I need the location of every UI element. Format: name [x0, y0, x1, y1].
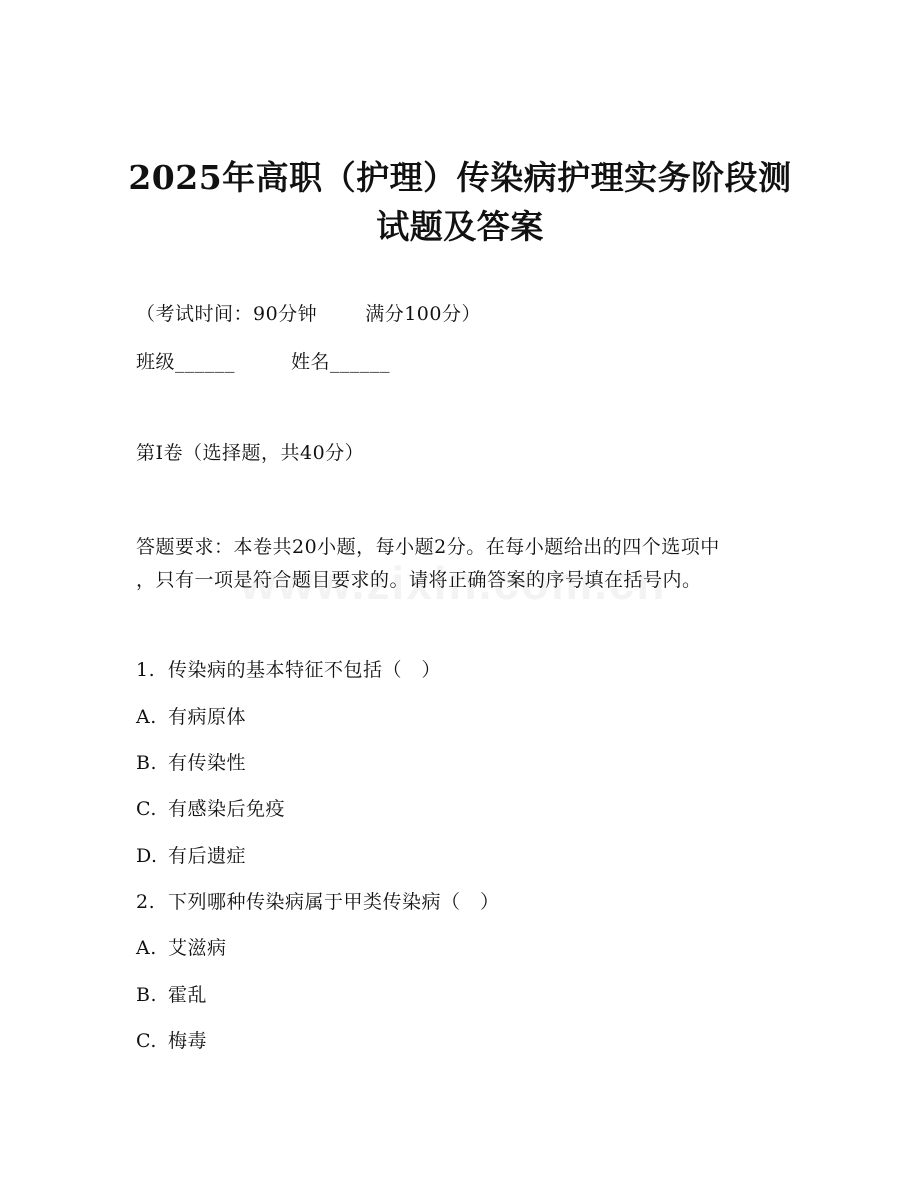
question-text: 传染病的基本特征不包括（ ） — [168, 659, 442, 681]
question-2-option-c — [136, 1029, 207, 1053]
question-1-option-a — [136, 705, 246, 729]
question-1-option-b — [136, 751, 246, 775]
exam-info-line — [136, 302, 481, 326]
option-text: 霍乱 — [168, 984, 208, 1006]
option-text: 有感染后免疫 — [168, 798, 286, 820]
option-letter: B. — [136, 984, 158, 1006]
option-text: 有病原体 — [168, 706, 247, 728]
question-2-option-a — [136, 936, 227, 960]
option-text: 梅毒 — [168, 1030, 208, 1052]
question-2-option-b — [136, 983, 207, 1007]
section-title: 第I卷（选择题，共40分） — [136, 442, 365, 464]
option-text: 有后遗症 — [168, 845, 247, 867]
option-text: 艾滋病 — [168, 937, 227, 959]
name-field-label: 姓名______ — [291, 351, 391, 373]
question-1-option-d — [136, 844, 246, 868]
question-number: 2. — [136, 891, 156, 913]
option-letter: A. — [136, 937, 157, 959]
question-text: 下列哪种传染病属于甲类传染病（ ） — [168, 891, 500, 913]
option-letter: D. — [136, 845, 158, 867]
class-field-label: 班级______ — [136, 351, 236, 373]
option-letter: C. — [136, 798, 157, 820]
full-score: 满分100分） — [365, 303, 481, 325]
question-2-stem — [136, 890, 500, 914]
requirements-line-2: ，只有一项是符合题目要求的。请将正确答案的序号填在括号内。 — [136, 569, 702, 591]
option-letter: B. — [136, 752, 158, 774]
question-1-option-c — [136, 797, 285, 821]
student-info-line — [136, 350, 390, 374]
requirements-line-1: 答题要求：本卷共20小题，每小题2分。在每小题给出的四个选项中 — [136, 536, 720, 558]
document-title-line-1: 2025年高职（护理）传染病护理实务阶段测 — [128, 158, 792, 197]
question-number: 1. — [136, 659, 156, 681]
option-letter: A. — [136, 706, 157, 728]
exam-time: （考试时间：90分钟 — [136, 303, 318, 325]
option-text: 有传染性 — [168, 752, 247, 774]
document-title-line-2: 试题及答案 — [376, 207, 544, 246]
option-letter: C. — [136, 1030, 157, 1052]
question-1-stem — [136, 658, 441, 682]
